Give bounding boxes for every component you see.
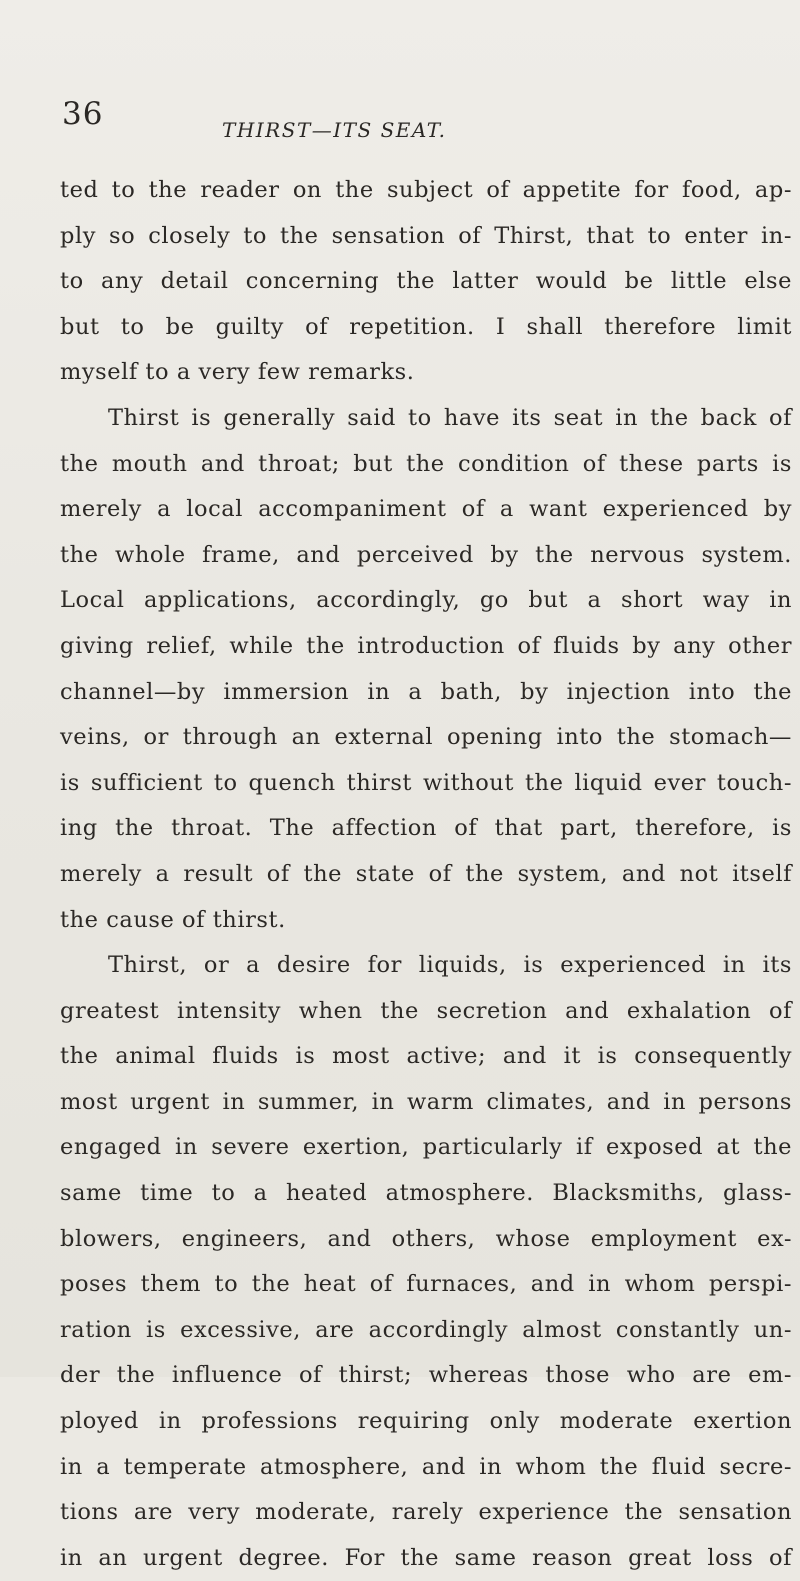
text-line: greatest intensity when the secretion and exhalation of [60, 997, 792, 1024]
text-line: channel—by immersion in a bath, by injection into the [60, 678, 792, 705]
text-line: in an urgent degree. For the same reason great loss of [60, 1544, 792, 1571]
text-line: the mouth and throat; but the condition of these parts is [60, 450, 792, 477]
page-header [0, 96, 800, 142]
text-line: the cause of thirst. [60, 906, 286, 933]
text-line: giving relief, while the introduction of fluids by any other [60, 632, 792, 659]
body-text [60, 168, 792, 1581]
text-line: merely a result of the state of the system, and not itself [60, 860, 792, 887]
text-line: the animal fluids is most active; and it is consequently [60, 1043, 792, 1070]
text-line: ing the throat. The affection of that part, therefore, is [60, 815, 792, 842]
text-line: ployed in professions requiring only moderate exertion [60, 1408, 792, 1435]
text-line: engaged in severe exertion, particularly if exposed at the [60, 1134, 792, 1161]
text-line: tions are very moderate, rarely experience the sensation [60, 1499, 792, 1526]
text-line: most urgent in summer, in warm climates, and in persons [60, 1088, 792, 1115]
paragraph-first-line: Thirst, or a desire for liquids, is experienced in its [108, 952, 792, 979]
text-line: in a temperate atmosphere, and in whom the fluid secre- [60, 1453, 792, 1480]
text-line: ration is excessive, are accordingly almost constantly un- [60, 1316, 792, 1343]
text-line: der the influence of thirst; whereas those who are em- [60, 1362, 792, 1389]
text-line: to any detail concerning the latter would be little else [60, 268, 792, 295]
text-line: merely a local accompaniment of a want experienced by [60, 496, 792, 523]
text-line: poses them to the heat of furnaces, and in whom perspi- [60, 1271, 792, 1298]
text-line: same time to a heated atmosphere. Blacksmiths, glass- [60, 1180, 792, 1207]
text-line: myself to a very few remarks. [60, 359, 415, 386]
text-line: Local applications, accordingly, go but a short way in [60, 587, 792, 614]
paragraph-first-line: Thirst is generally said to have its seat in the back of [108, 404, 792, 431]
text-line: veins, or through an external opening into the stomach— [60, 724, 792, 751]
text-line: ply so closely to the sensation of Thirst, that to enter in- [60, 222, 792, 249]
text-line: is sufficient to quench thirst without the liquid ever touch- [60, 769, 792, 796]
text-line: the whole frame, and perceived by the nervous system. [60, 541, 792, 568]
page-number: 36 [62, 96, 104, 132]
text-line: ted to the reader on the subject of appetite for food, ap- [60, 177, 792, 203]
running-title: THIRST—ITS SEAT. [222, 118, 447, 142]
text-line: blowers, engineers, and others, whose employment ex- [60, 1225, 792, 1252]
text-line: but to be guilty of repetition. I shall therefore limit [60, 313, 792, 340]
